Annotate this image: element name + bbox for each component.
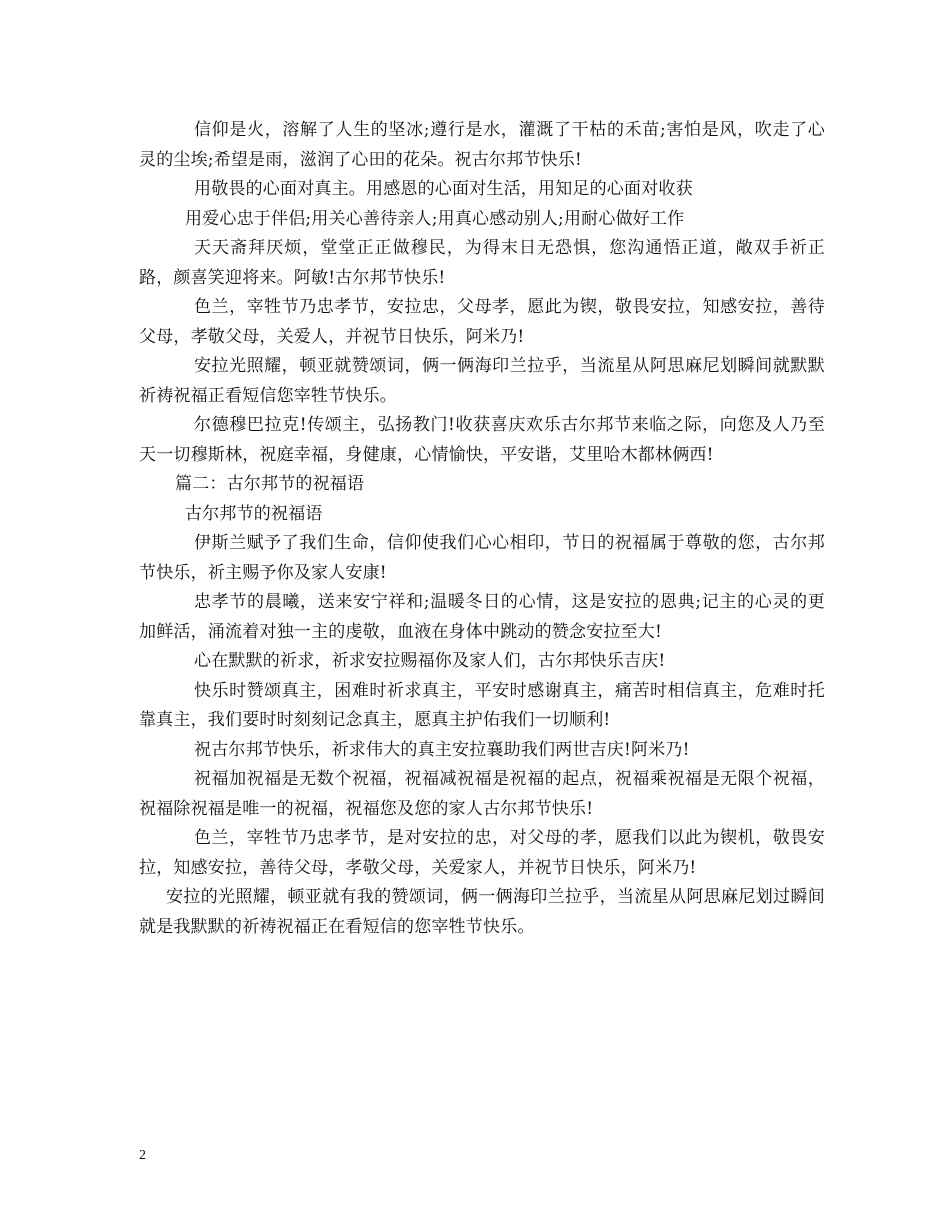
paragraph-5: 色兰，宰牲节乃忠孝节，安拉忠，父母孝，愿此为锲，敬畏安拉，知感安拉，善待父母，孝敬父母，关爱人，并祝节日快乐，阿米乃!: [139, 297, 825, 347]
section-heading: 篇二：古尔邦节的祝福语: [175, 474, 365, 494]
paragraph-7: 尔德穆巴拉克!传颂主，弘扬教门!收获喜庆欢乐古尔邦节来临之际，向您及人乃至天一切穆斯林，祝庭幸福，身健康，心情愉快，平安谐，艾里哈木都林俩西!: [139, 415, 825, 465]
paragraph-10: 心在默默的祈求，祈求安拉赐福你及家人们，古尔邦快乐吉庆!: [194, 651, 666, 671]
paragraph-11: 快乐时赞颂真主，困难时祈求真主，平安时感谢真主，痛苦时相信真主，危难时托靠真主，我们要时时刻刻记念真主，愿真主护佑我们一切顺利!: [139, 680, 825, 730]
page-number: 2: [139, 1148, 146, 1163]
paragraph-8: 伊斯兰赋予了我们生命，信仰使我们心心相印，节日的祝福属于尊敬的您，古尔邦节快乐，祈主赐予你及家人安康!: [139, 533, 825, 583]
paragraph-9: 忠孝节的晨曦，送来安宁祥和;温暖冬日的心情，这是安拉的恩典;记主的心灵的更加鲜活，涌流着对独一主的虔敬，血液在身体中跳动的赞念安拉至大!: [139, 592, 825, 642]
paragraph-6: 安拉光照耀，顿亚就赞颂词，俩一俩海印兰拉乎，当流星从阿思麻尼划瞬间就默默祈祷祝福正看短信您宰牲节快乐。: [139, 356, 825, 406]
paragraph-3: 用爱心忠于伴侣;用关心善待亲人;用真心感动别人;用耐心做好工作: [185, 208, 685, 229]
paragraph-4: 天天斋拜厌烦，堂堂正正做穆民，为得末日无恐惧，您沟通悟正道，敞双手祈正路，颜喜笑迎将来。阿敏!古尔邦节快乐!: [139, 238, 825, 288]
paragraph-15: 安拉的光照耀，顿亚就有我的赞颂词，俩一俩海印兰拉乎，当流星从阿思麻尼划过瞬间就是我默默的祈祷祝福正在看短信的您宰牲节快乐。: [139, 887, 825, 937]
section-subheading: 古尔邦节的祝福语: [185, 503, 323, 524]
paragraph-2: 用敬畏的心面对真主。用感恩的心面对生活，用知足的心面对收获: [194, 179, 693, 199]
document-body: [139, 116, 825, 942]
paragraph-14: 色兰，宰牲节乃忠孝节，是对安拉的忠，对父母的孝，愿我们以此为锲机，敬畏安拉，知感安拉，善待父母，孝敬父母，关爱家人，并祝节日快乐，阿米乃!: [139, 828, 825, 878]
paragraph-12: 祝古尔邦节快乐，祈求伟大的真主安拉襄助我们两世吉庆!阿米乃!: [194, 739, 690, 760]
paragraph-1: 信仰是火，溶解了人生的坚冰;遵行是水，灌溉了干枯的禾苗;害怕是风，吹走了心灵的尘埃;希望是雨，滋润了心田的花朵。祝古尔邦节快乐!: [139, 120, 825, 170]
paragraph-13: 祝福加祝福是无数个祝福，祝福减祝福是祝福的起点，祝福乘祝福是无限个祝福，祝福除祝福是唯一的祝福，祝福您及您的家人古尔邦节快乐!: [139, 769, 825, 819]
